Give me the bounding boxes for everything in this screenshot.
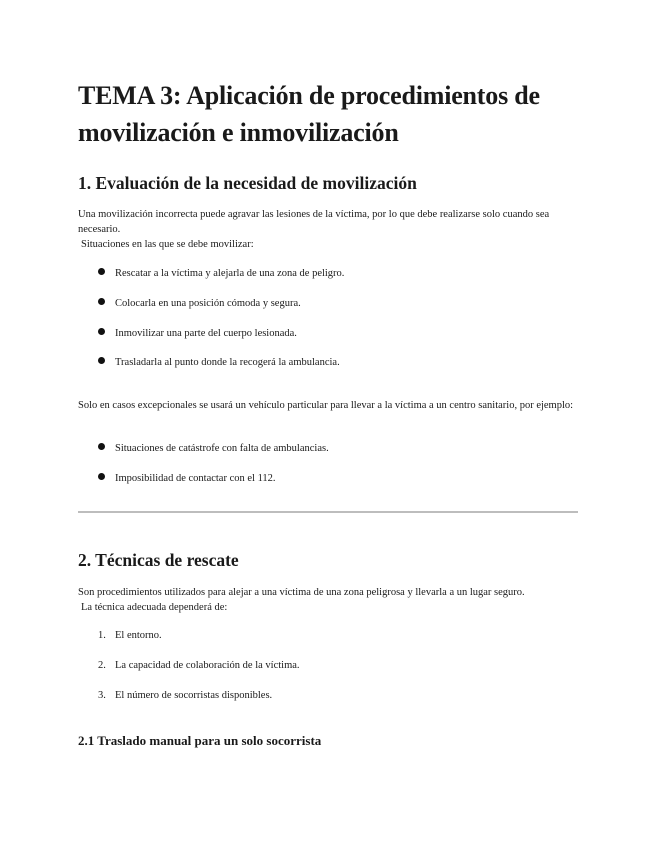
bullet-icon [98,357,105,364]
section-1-heading: 1. Evaluación de la necesidad de movilización [78,173,417,193]
numbered-item [98,658,300,673]
horizontal-divider [78,511,578,513]
section-2-intro-line-2: La técnica adecuada dependerá de: [81,602,228,613]
section-1-intro [78,207,578,252]
numbered-item-text: La capacidad de colaboración de la víctima. [115,660,300,671]
section-2-1-subheading: 2.1 Traslado manual para un solo socorrista [78,733,322,748]
list-item-text: Imposibilidad de contactar con el 112. [115,473,276,484]
list-item [98,266,344,281]
numbered-item [98,628,162,643]
list-item-text: Colocarla en una posición cómoda y segura. [115,298,301,309]
section-2-heading: 2. Técnicas de rescate [78,550,239,570]
bullet-icon [98,328,105,335]
list-item-text: Situaciones de catástrofe con falta de ambulancias. [115,443,329,454]
section-2-intro-line-1: Son procedimientos utilizados para alejar a una víctima de una zona peligrosa y llevarla a un lugar seguro. [78,587,525,598]
list-item [98,296,301,311]
page-title: TEMA 3: Aplicación de procedimientos de movilización e inmovilización [78,81,540,147]
section-2-intro [78,585,578,615]
numbered-item-text: El número de socorristas disponibles. [115,690,273,701]
bullet-icon [98,268,105,275]
numbered-item [98,688,272,703]
bullet-icon [98,443,105,450]
list-item [98,471,276,486]
list-item-text: Trasladarla al punto donde la recogerá la ambulancia. [115,357,340,368]
bullet-icon [98,473,105,480]
bullet-icon [98,298,105,305]
list-item-text: Rescatar a la víctima y alejarla de una zona de peligro. [115,268,345,279]
numbered-item-text: El entorno. [115,630,162,641]
section-1-intro-line-1: Una movilización incorrecta puede agravar las lesiones de la víctima, por lo que debe realizarse solo cuando sea necesario. [78,209,550,235]
list-item-text: Inmovilizar una parte del cuerpo lesionada. [115,328,297,339]
list-item [98,355,340,370]
item-number: 1. [98,630,106,641]
list-item [98,441,329,456]
item-number: 2. [98,660,106,671]
section-1-intro-line-2: Situaciones en las que se debe movilizar: [81,239,254,250]
item-number: 3. [98,690,106,701]
list-item [98,326,297,341]
section-1-exception-text: Solo en casos excepcionales se usará un vehículo particular para llevar a la víctima a un centro sanitario, por ejemplo: [78,400,574,411]
